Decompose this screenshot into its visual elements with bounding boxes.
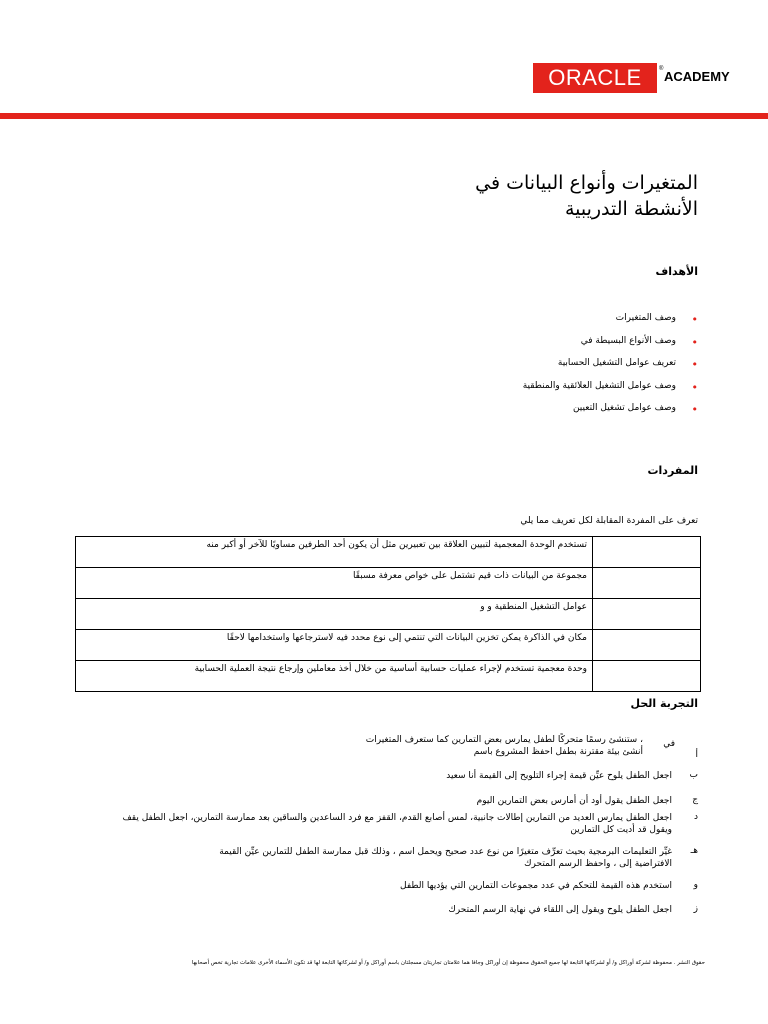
vocabulary-heading: المفردات xyxy=(647,464,698,477)
definition-cell: مجموعة من البيانات ذات قيم تشتمل على خواص معرفة مسبقًا xyxy=(76,568,593,599)
vocabulary-table xyxy=(75,536,701,692)
table-row xyxy=(76,599,701,630)
title-line-2: الأنشطة التدريبية xyxy=(564,198,698,220)
bullet-icon: • xyxy=(691,358,698,371)
step-label: و xyxy=(693,880,698,890)
academy-label: ACADEMY xyxy=(664,69,730,84)
bullet-icon: • xyxy=(691,380,698,394)
bullet-icon: • xyxy=(691,403,698,416)
table-row xyxy=(76,537,701,568)
definition-cell: عوامل التشغيل المنطقية و و xyxy=(76,599,593,630)
step-text: اجعل الطفل يقول أود أن أمارس بعض التمارين اليوم xyxy=(476,796,672,806)
solution-heading: التجربة الحل xyxy=(630,697,698,710)
title-line-1: المتغيرات وأنواع البيانات في xyxy=(475,172,698,194)
table-row xyxy=(76,568,701,599)
vocabulary-instruction: تعرف على المفردة المقابلة لكل تعريف مما يلي xyxy=(520,516,698,526)
answer-cell[interactable] xyxy=(593,630,701,661)
step-label: ب xyxy=(689,770,698,780)
step-label: ز xyxy=(693,904,698,914)
objectives-list xyxy=(398,313,698,426)
step-label: د xyxy=(693,812,698,822)
step-text: غيِّر التعليمات البرمجية بحيث تعرِّف متغيرًا من نوع عدد صحيح ويحمل اسم ، وذلك قبل ممارسة الطفل للتمارين عيِّن القيمة الافتراضية إلى ، واحفظ الرسم المتحرك xyxy=(219,847,672,869)
registered-mark: ® xyxy=(659,66,664,72)
step-text: استخدم هذه القيمة للتحكم في عدد مجموعات التمارين التي يؤديها الطفل xyxy=(400,881,672,891)
answer-cell[interactable] xyxy=(593,537,701,568)
bullet-icon: • xyxy=(691,335,698,349)
list-item: • وصف عوامل التشغيل العلائقية والمنطقية xyxy=(522,380,698,394)
list-item: • وصف المتغيرات xyxy=(615,313,698,326)
table-row xyxy=(76,661,701,692)
definition-cell: وحدة معجمية تستخدم لإجراء عمليات حسابية أساسية من خلال أخذ معاملين وإرجاع نتيجة العملية الحسابية xyxy=(76,661,593,692)
answer-cell[interactable] xyxy=(593,661,701,692)
copyright-footer: حقوق النشر . محفوظة لشركة أوراكل و/ أو لشركاتها التابعة لها جميع الحقوق محفوظة إن أوراكل وجافا هما علامتان تجاريتان مسجلتان باسم أوراكل و/ أو لشركاتها التابعة لها قد تكون الأسماء الأخرى علامات تجارية تخص أصحابها xyxy=(191,960,705,966)
answer-cell[interactable] xyxy=(593,599,701,630)
intro-label: في xyxy=(663,739,675,749)
step-text: اجعل الطفل يمارس العديد من التمارين إطالات جانبية، لمس أصابع القدم، القفز مع فرد الساعدين والساقين بعد ممارسة التمارين، اجعل الطفل يقف ويقول قد أديت كل التمارين xyxy=(122,813,672,835)
page-title xyxy=(198,170,698,222)
steps-list xyxy=(78,734,698,915)
step-label: أ xyxy=(695,750,698,760)
logo-word: ORACLE xyxy=(548,65,642,90)
table-row xyxy=(76,630,701,661)
answer-cell[interactable] xyxy=(593,568,701,599)
list-item: • وصف الأنواع البسيطة في xyxy=(580,335,698,349)
definition-cell: مكان في الذاكرة يمكن تخزين البيانات التي تنتمي إلى نوع محدد فيه لاسترجاعها واستخدامها لاحقًا xyxy=(76,630,593,661)
list-item: • تعريف عوامل التشغيل الحسابية xyxy=(557,358,698,371)
step-text: اجعل الطفل يلوح ويقول إلى اللقاء في نهاية الرسم المتحرك xyxy=(448,905,672,915)
oracle-logo xyxy=(533,63,657,93)
step-text: ، ستنشئ رسمًا متحركًا لطفل يمارس بعض التمارين كما ستعرف المتغيرات أنشئ بيئة مقترنة بطفل احفظ المشروع باسم xyxy=(365,735,643,757)
step-text: اجعل الطفل يلوح عيِّن قيمة إجراء التلويح إلى القيمة أنا سعيد xyxy=(446,771,672,781)
objectives-heading: الأهداف xyxy=(655,265,698,278)
step-label: هـ xyxy=(690,846,698,856)
header-divider xyxy=(0,113,768,119)
step-label: ج xyxy=(692,795,698,805)
list-item: • وصف عوامل تشغيل التعيين xyxy=(572,403,698,416)
definition-cell: تستخدم الوحدة المعجمية لتبيين العلاقة بين تعبيرين مثل أن يكون أحد الطرفين مساويًا للآخر أو أكبر منه xyxy=(76,537,593,568)
bullet-icon: • xyxy=(691,313,698,326)
